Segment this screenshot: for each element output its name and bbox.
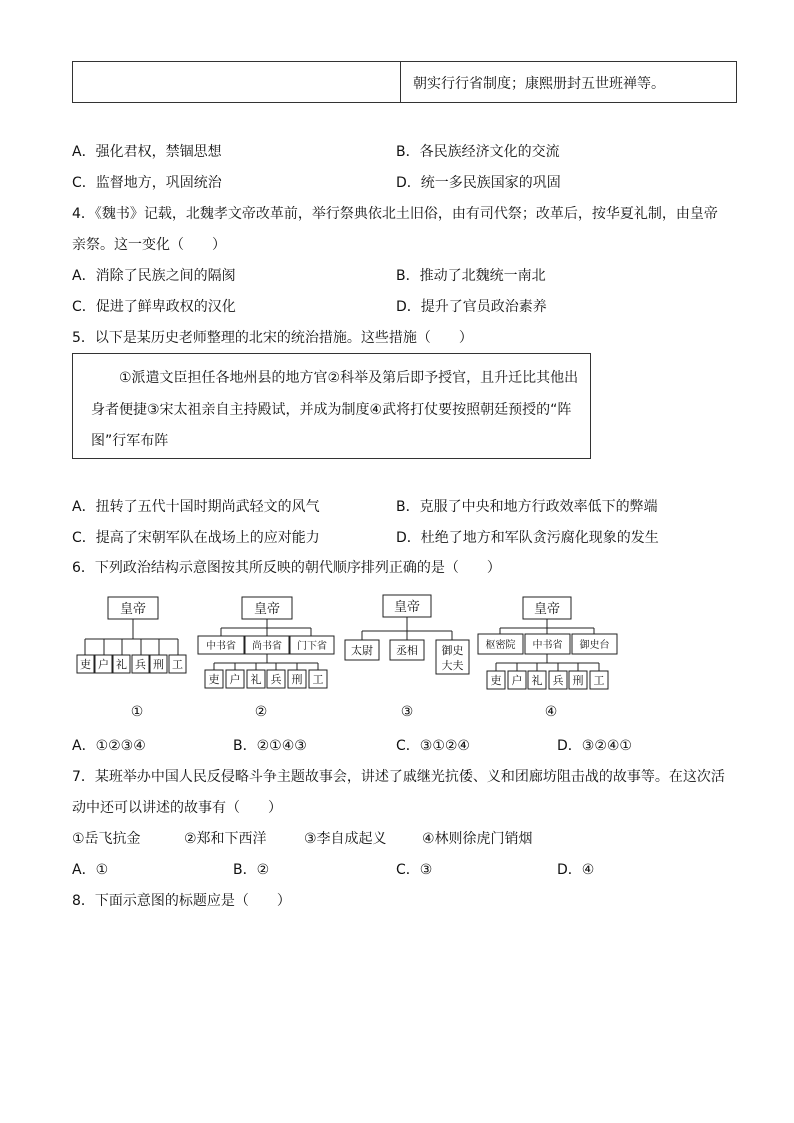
d4-mid-text: 枢密院 (485, 640, 516, 651)
q7-item-3: ③李自成起义 (304, 831, 387, 847)
q6-option-c: C．③①②④ (396, 738, 470, 754)
q5-box-line3: 图”行军布阵 (91, 433, 169, 449)
d1-emperor-text: 皇帝 (119, 602, 147, 617)
q4-option-b: B．推动了北魏统一南北 (396, 268, 546, 284)
d4-ministry-text: 刑 (572, 674, 584, 687)
q4-option-c: C．促进了鲜卑政权的汉化 (72, 299, 236, 315)
diagram-label-2: ② (254, 704, 268, 720)
q7-item-2: ②郑和下西洋 (184, 831, 267, 847)
q4-option-a: A．消除了民族之间的隔阂 (72, 268, 236, 284)
diagram-label-3: ③ (400, 704, 414, 720)
d4-emperor-text: 皇帝 (533, 602, 561, 617)
q5-stem: 5．以下是某历史老师整理的北宋的统治措施。这些措施（ ） (72, 330, 473, 346)
q5-option-c: C．提高了宋朝军队在战场上的应对能力 (72, 530, 320, 546)
q7-item-1: ①岳飞抗金 (72, 831, 141, 847)
d3-emperor-text: 皇帝 (393, 600, 421, 615)
d2-mid-text: 尚书省 (252, 641, 282, 652)
d2-ministry-text: 户 (229, 673, 241, 686)
q6-stem: 6．下列政治结构示意图按其所反映的朝代顺序排列正确的是（ ） (72, 560, 501, 576)
q7-item-4: ④林则徐虎门销烟 (422, 831, 533, 847)
q3-option-c: C．监督地方，巩固统治 (72, 175, 222, 191)
d4-ministry-text: 工 (593, 674, 605, 687)
q3-option-b: B．各民族经济文化的交流 (396, 144, 560, 160)
d3-yushi-text-l1: 御史 (441, 644, 464, 657)
d3-taiwei-text: 太尉 (351, 644, 373, 657)
d3-yushi-text-l2: 大夫 (441, 659, 464, 672)
q5-box-line1: ①派遣文臣担任各地州县的地方官②科举及第后即予授官，且升迁比其他出 (119, 370, 579, 386)
d2-mid-text: 门下省 (297, 641, 327, 652)
q5-option-b: B．克服了中央和地方行政效率低下的弊端 (396, 499, 658, 515)
d1-ministry-text: 兵 (135, 658, 146, 671)
d4-ministry-text: 户 (511, 674, 523, 687)
d4-ministry-text: 吏 (490, 674, 502, 687)
q7-option-a: A．① (72, 862, 109, 878)
d2-ministry-text: 礼 (250, 673, 262, 686)
q6-option-d: D．③②④① (557, 738, 632, 754)
d2-mid-text: 中书省 (206, 641, 236, 652)
d2-ministry-text: 吏 (208, 673, 220, 686)
q7-option-c: C．③ (396, 862, 433, 878)
d2-emperor-text: 皇帝 (253, 602, 281, 617)
diagram-label-4: ④ (544, 704, 558, 720)
q6-option-a: A．①②③④ (72, 738, 146, 754)
table-cell-right: 朝实行行省制度；康熙册封五世班禅等。 (413, 76, 665, 92)
q7-stem-line2: 动中还可以讲述的故事有（ ） (72, 800, 282, 816)
q3-option-d: D．统一多民族国家的巩固 (396, 175, 561, 191)
d1-ministry-text: 户 (98, 658, 109, 671)
d1-ministry-text: 工 (172, 658, 183, 671)
q7-option-d: D．④ (557, 862, 595, 878)
q7-option-b: B．② (233, 862, 270, 878)
q5-option-d: D．杜绝了地方和军队贪污腐化现象的发生 (396, 530, 659, 546)
d4-ministry-text: 兵 (552, 674, 564, 687)
d2-ministry-text: 工 (312, 673, 324, 686)
d4-mid-text: 御史台 (579, 640, 610, 651)
d4-mid-text: 中书省 (532, 640, 563, 651)
q4-option-d: D．提升了官员政治素养 (396, 299, 547, 315)
d3-chengxiang-text: 丞相 (396, 644, 418, 657)
d1-ministry-text: 吏 (80, 658, 91, 671)
diagram-label-1: ① (130, 704, 144, 720)
q4-stem-line1: 4．《魏书》记载，北魏孝文帝改革前，举行祭典依北土旧俗，由有司代祭；改革后，按华夏礼制，由皇帝 (72, 206, 718, 222)
q6-option-b: B．②①④③ (233, 738, 307, 754)
q4-stem-line2: 亲祭。这一变化（ ） (72, 237, 226, 253)
q8-stem: 8．下面示意图的标题应是（ ） (72, 893, 291, 909)
d2-ministry-text: 兵 (270, 673, 282, 686)
q7-stem-line1: 7．某班举办中国人民反侵略斗争主题故事会，讲述了戚继光抗倭、义和团廊坊阻击战的故事等。在这次活 (72, 769, 725, 785)
q3-option-a: A．强化君权，禁锢思想 (72, 144, 222, 160)
d1-ministry-text: 刑 (153, 658, 164, 671)
d1-ministry-text: 礼 (116, 658, 127, 671)
q5-option-a: A．扭转了五代十国时期尚武轻文的风气 (72, 499, 320, 515)
d2-ministry-text: 刑 (291, 673, 303, 686)
d4-ministry-text: 礼 (531, 674, 543, 687)
q5-box-line2: 身者便捷③宋太祖亲自主持殿试，并成为制度④武将打仗要按照朝廷预授的“阵 (91, 402, 572, 418)
